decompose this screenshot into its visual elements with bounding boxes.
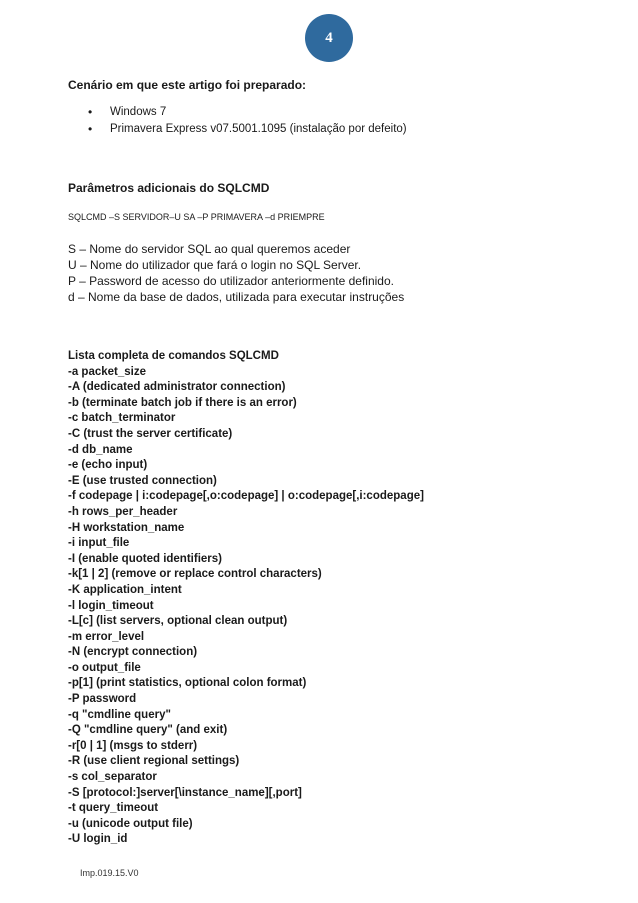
command-item: -R (use client regional settings) [68,755,240,768]
param-line: P – Password de acesso do utilizador anteriormente definido. [68,274,394,288]
command-item: -t query_timeout [68,802,159,815]
command-item: -d db_name [68,443,133,456]
commands-section [68,349,424,846]
params-heading: Parâmetros adicionais do SQLCMD [68,181,270,195]
command-item: -N (encrypt connection) [68,646,198,659]
command-item: -Q "cmdline query" (and exit) [68,724,228,737]
params-list [68,241,404,305]
command-item: -e (echo input) [68,459,148,472]
document-code: Imp.019.15.V0 [80,868,139,878]
command-item: -o output_file [68,661,141,674]
sqlcmd-command-line: SQLCMD –S SERVIDOR–U SA –P PRIMAVERA –d PRIEMPRE [68,212,325,222]
param-line: U – Nome do utilizador que fará o login no SQL Server. [68,258,362,272]
command-item: -q "cmdline query" [68,708,171,721]
command-item: -S [protocol:]server[\instance_name][,port] [68,786,302,799]
scenario-item: • Primavera Express v07.5001.1095 (instalação por defeito) [88,121,407,138]
command-item: -H workstation_name [68,521,185,534]
command-item: -l login_timeout [68,599,154,612]
commands-heading: Lista completa de comandos SQLCMD [68,350,279,362]
command-item: -I (enable quoted identifiers) [68,552,222,565]
command-item: -s col_separator [68,771,157,784]
command-item: -a packet_size [68,365,146,378]
command-item: -p[1] (print statistics, optional colon format) [68,677,307,690]
command-item: -P password [68,693,137,706]
command-item: -U login_id [68,833,128,846]
command-item: -A (dedicated administrator connection) [68,381,286,394]
command-item: -r[0 | 1] (msgs to stderr) [68,739,198,752]
command-item: -h rows_per_header [68,505,178,518]
command-item: -K application_intent [68,583,182,596]
command-item: -c batch_terminator [68,412,176,425]
commands-list [68,365,424,846]
command-item: -m error_level [68,630,145,643]
scenario-heading: Cenário em que este artigo foi preparado: [68,78,307,92]
command-item: -C (trust the server certificate) [68,427,233,440]
command-item: -f codepage | i:codepage[,o:codepage] | o:codepage[,i:codepage] [68,490,424,503]
command-item: -b (terminate batch job if there is an error) [68,396,297,409]
scenario-list [88,104,407,138]
command-item: -k[1 | 2] (remove or replace control characters) [68,568,322,581]
scenario-item: • Windows 7 [88,104,407,121]
command-item: -L[c] (list servers, optional clean output) [68,615,288,628]
command-item: -u (unicode output file) [68,817,193,830]
command-item: -i input_file [68,537,130,550]
param-line: S – Nome do servidor SQL ao qual queremos aceder [68,242,351,256]
command-item: -E (use trusted connection) [68,474,217,487]
param-line: d – Nome da base de dados, utilizada para executar instruções [68,290,405,304]
page-number-badge: 4 [305,14,353,62]
